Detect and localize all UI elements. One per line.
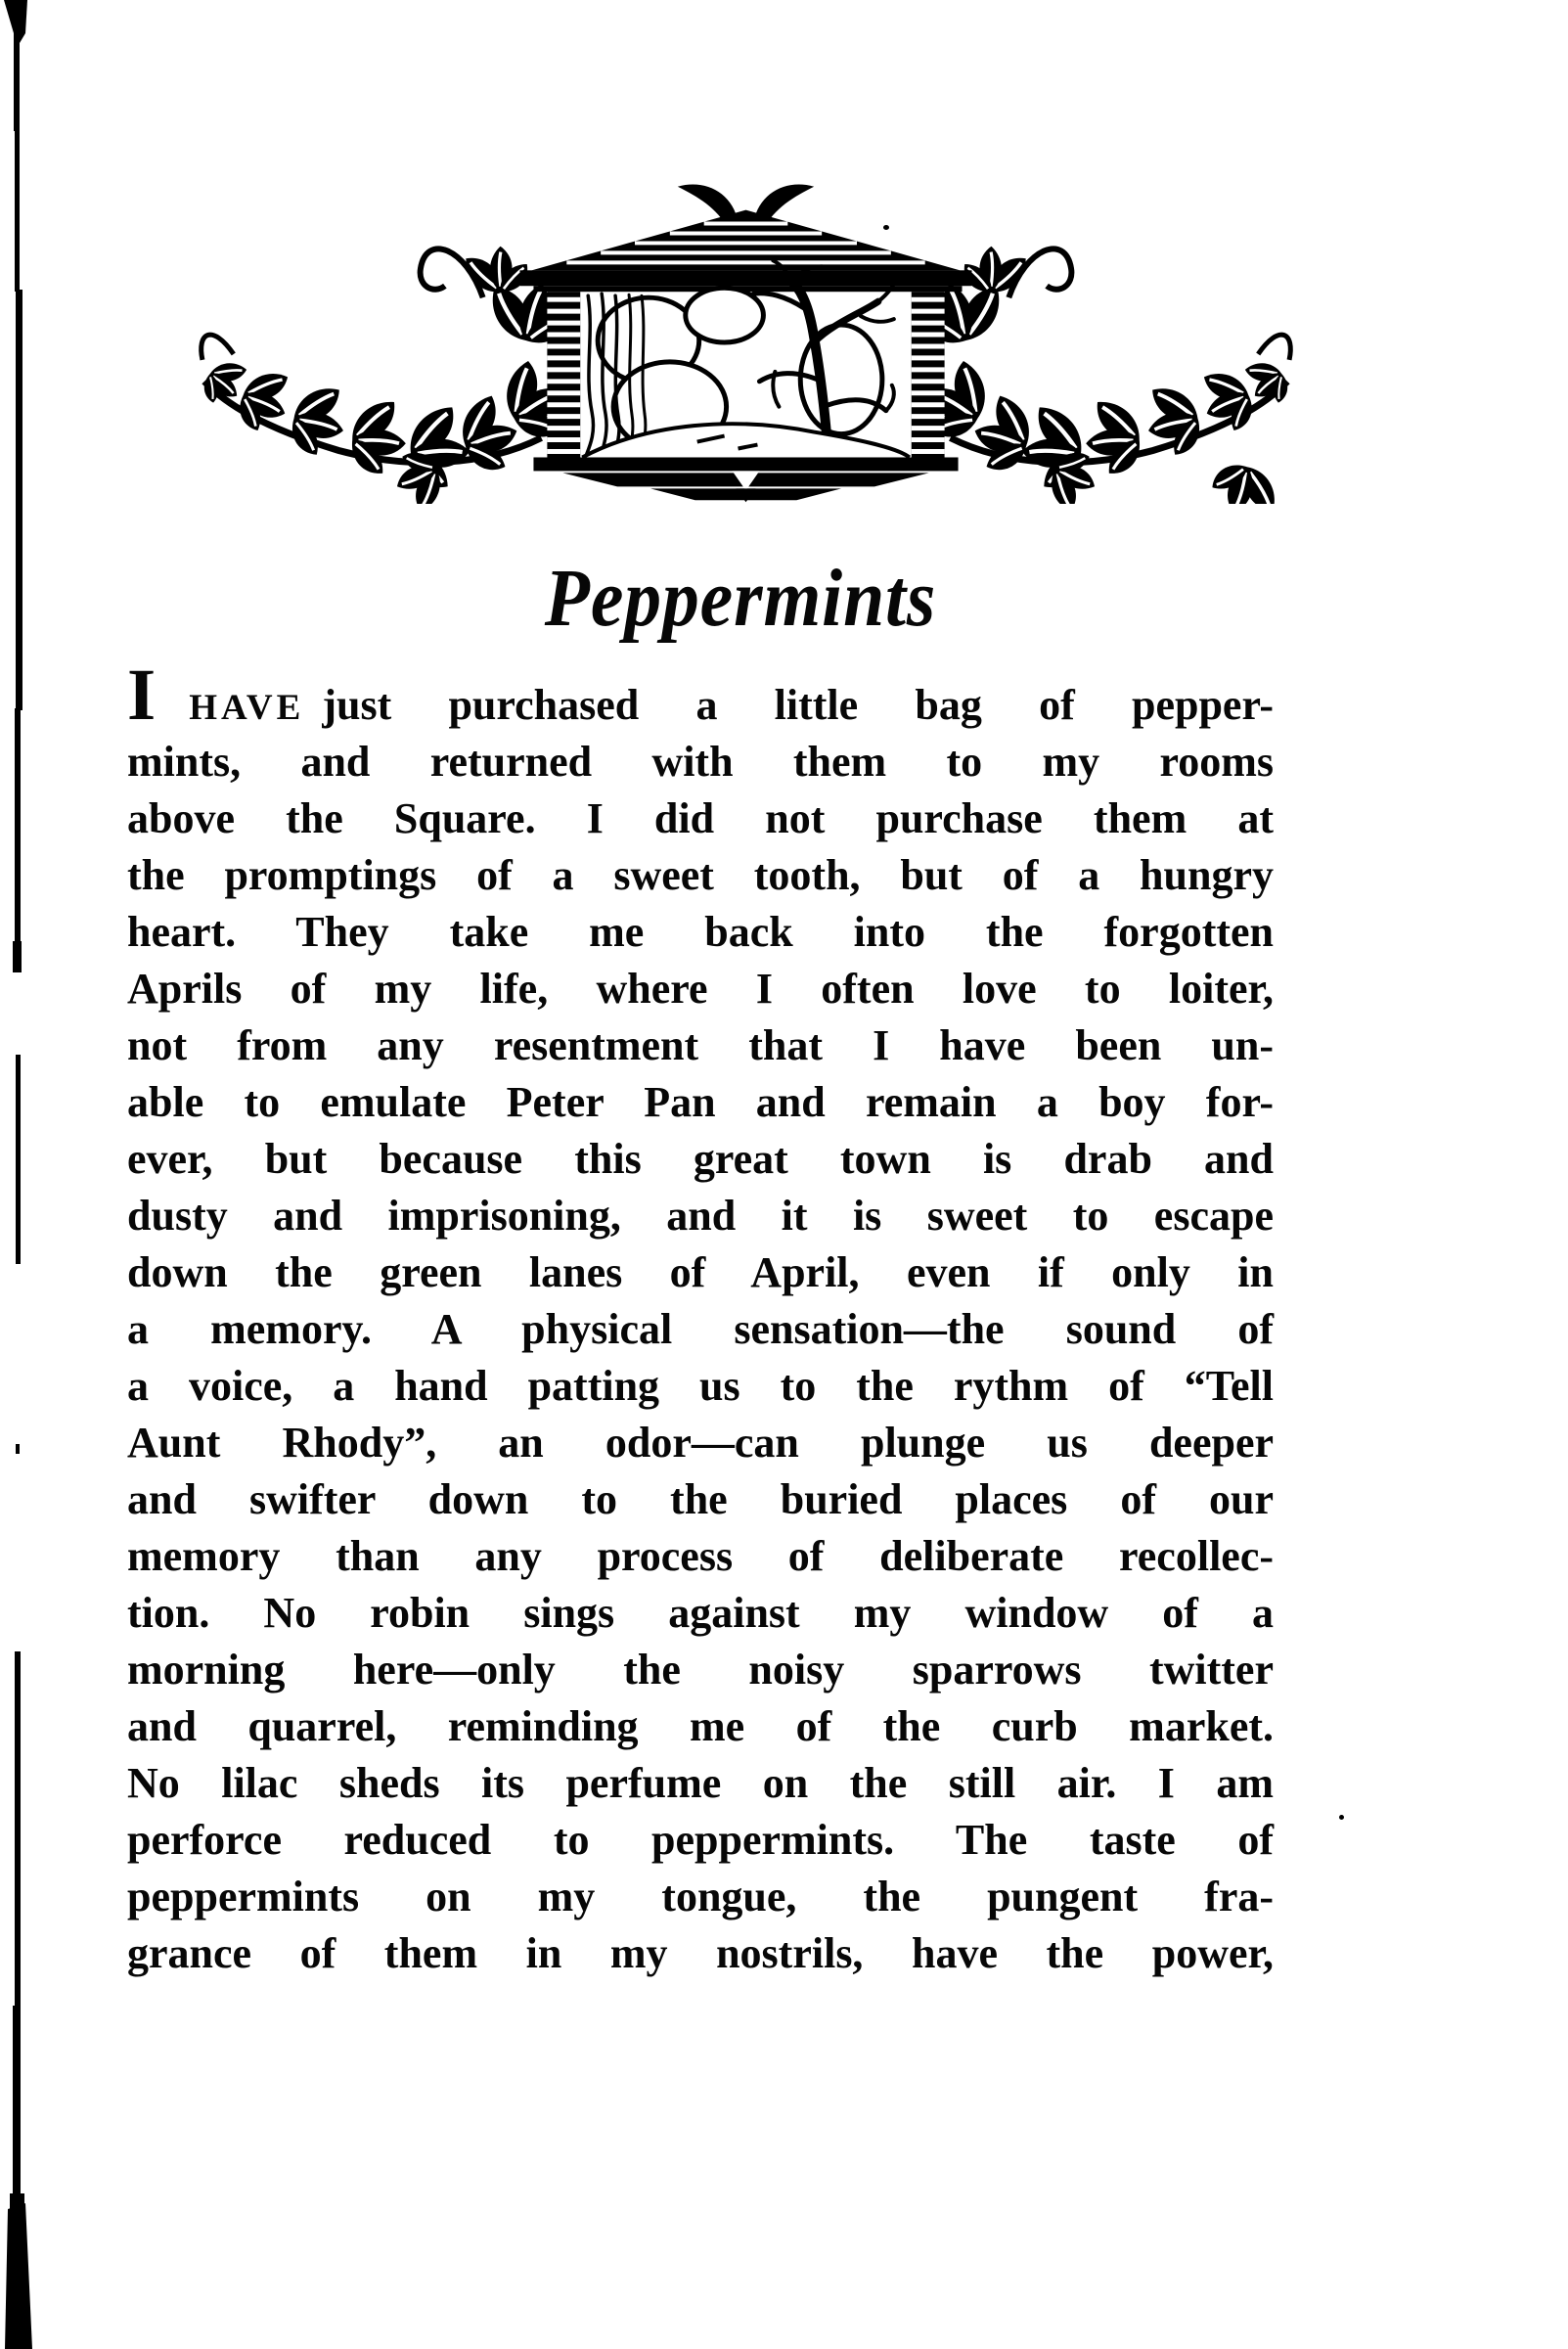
text-line: above the Square. I did not purchase them at xyxy=(127,794,1274,842)
text-line: not from any resentment that I have been un- xyxy=(127,1021,1274,1069)
text-line: tion. No robin sings against my window of a xyxy=(127,1589,1274,1637)
page-title: Peppermints xyxy=(544,553,937,644)
text-line: able to emulate Peter Pan and remain a boy for- xyxy=(127,1078,1274,1126)
paragraph-first-line xyxy=(127,655,1274,736)
text-line: No lilac sheds its perfume on the still air. I am xyxy=(127,1759,1274,1807)
small-caps-word: HAVE xyxy=(189,688,305,728)
text-line: Aprils of my life, where I often love to loiter, xyxy=(127,965,1274,1013)
text-line: a voice, a hand patting us to the rythm of “Tell xyxy=(127,1362,1274,1410)
binding-shadow-artifact xyxy=(0,0,39,2349)
text-line: and quarrel, reminding me of the curb market. xyxy=(127,1702,1274,1750)
text-line: morning here—only the noisy sparrows twitter xyxy=(127,1646,1274,1694)
ink-speck xyxy=(1339,1815,1344,1820)
text-line: ever, but because this great town is drab and xyxy=(127,1135,1274,1183)
first-line-rest: just purchased a little bag of pepper- xyxy=(322,681,1274,729)
text-line: and swifter down to the buried places of our xyxy=(127,1475,1274,1523)
tree-woodcut-ornament-icon xyxy=(191,176,1301,504)
text-line: down the green lanes of April, even if only in xyxy=(127,1248,1274,1296)
text-line: perforce reduced to peppermints. The taste of xyxy=(127,1816,1274,1864)
lead-capital: I xyxy=(127,655,157,736)
text-line: heart. They take me back into the forgotten xyxy=(127,908,1274,956)
text-line: Aunt Rhody”, an odor—can plunge us deeper xyxy=(127,1419,1274,1467)
body-text xyxy=(127,655,1274,1982)
text-line: peppermints on my tongue, the pungent fra- xyxy=(127,1873,1274,1920)
text-line: grance of them in my nostrils, have the power, xyxy=(127,1929,1274,1977)
ink-speck xyxy=(883,225,889,230)
text-line: memory than any process of deliberate recollec- xyxy=(127,1532,1274,1580)
text-line: dusty and imprisoning, and it is sweet to escape xyxy=(127,1192,1274,1240)
text-line: a memory. A physical sensation—the sound of xyxy=(127,1305,1274,1353)
text-line: mints, and returned with them to my rooms xyxy=(127,738,1274,786)
header-ornament xyxy=(191,176,1301,504)
text-line: the promptings of a sweet tooth, but of a hungry xyxy=(127,851,1274,899)
